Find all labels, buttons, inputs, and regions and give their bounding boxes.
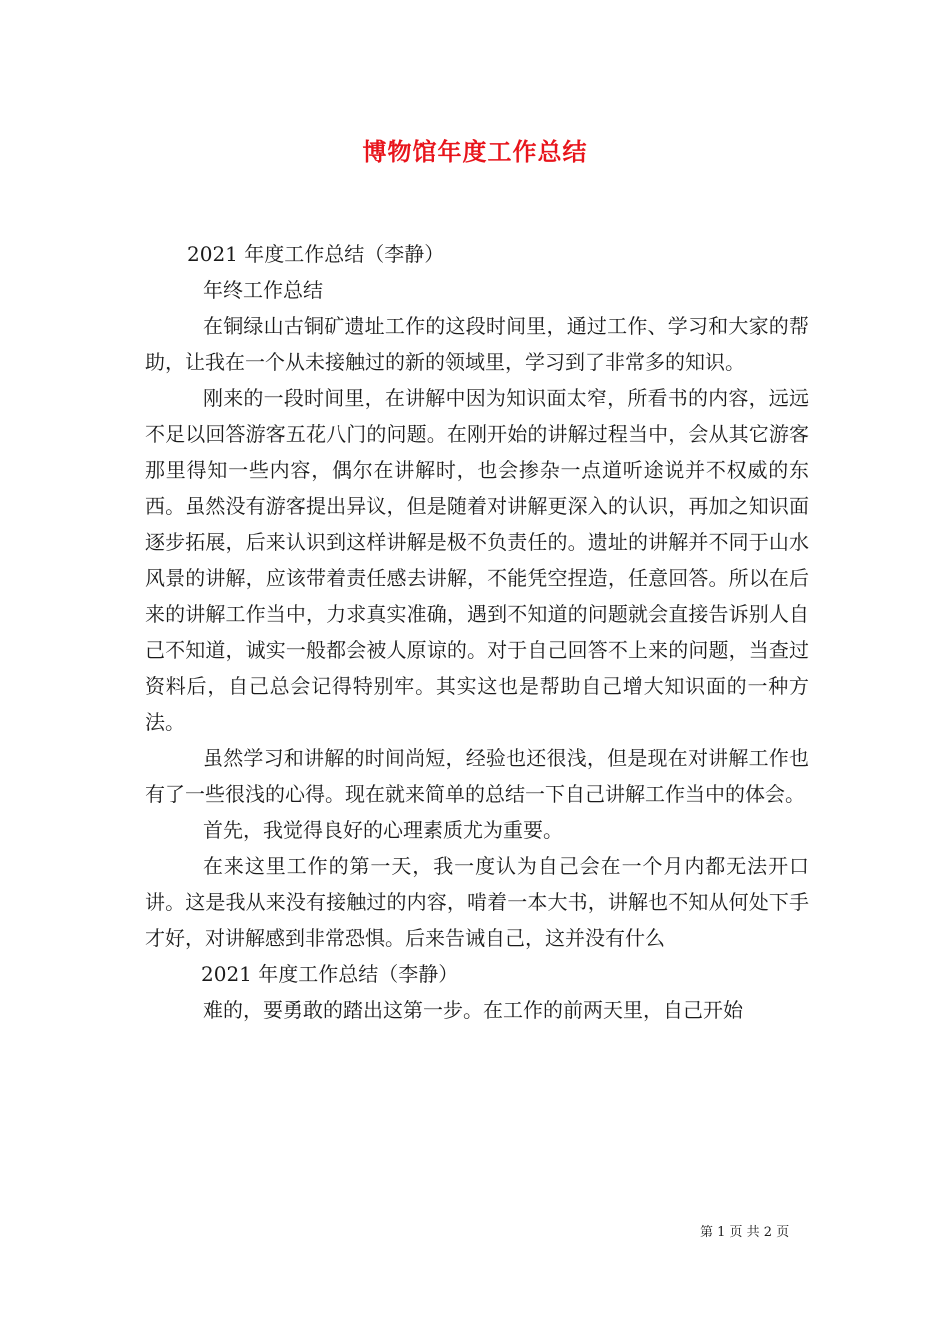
- page-footer: 第 1 页 共 2 页: [700, 1225, 790, 1240]
- paragraph-1: 在铜绿山古铜矿遗址工作的这段时间里，通过工作、学习和大家的帮助，让我在一个从未接触过的新的领域里，学习到了非常多的知识。: [145, 314, 809, 374]
- document-body: [145, 236, 809, 1028]
- repeat-header: 2021 年度工作总结（李静）: [201, 962, 459, 986]
- paragraph-2: 刚来的一段时间里，在讲解中因为知识面太窄，所看书的内容，远远不足以回答游客五花八门的问题。在刚开始的讲解过程当中，会从其它游客那里得知一些内容，偶尔在讲解时，也会掺杂一点道听途说并不权威的东西。虽然没有游客提出异议，但是随着对讲解更深入的认识，再加之知识面逐步拓展，后来认识到这样讲解是极不负责任的。遗址的讲解并不同于山水风景的讲解，应该带着责任感去讲解，不能凭空捏造，任意回答。所以在后来的讲解工作当中，力求真实准确，遇到不知道的问题就会直接告诉别人自己不知道，诚实一般都会被人原谅的。对于自己回答不上来的问题，当查过资料后，自己总会记得特别牢。其实这也是帮助自己增大知识面的一种方法。: [145, 386, 809, 734]
- paragraph-6: 难的，要勇敢的踏出这第一步。在工作的前两天里，自己开始: [203, 998, 743, 1022]
- document-title: 博物馆年度工作总结: [362, 137, 588, 166]
- subtitle: 年终工作总结: [203, 278, 323, 302]
- paragraph-3: 虽然学习和讲解的时间尚短，经验也还很浅，但是现在对讲解工作也有了一些很浅的心得。现在就来简单的总结一下自己讲解工作当中的体会。: [145, 746, 809, 806]
- paragraph-4: 首先，我觉得良好的心理素质尤为重要。: [203, 818, 563, 842]
- paragraph-5: 在来这里工作的第一天，我一度认为自己会在一个月内都无法开口讲。这是我从来没有接触过的内容，啃着一本大书，讲解也不知从何处下手才好，对讲解感到非常恐惧。后来告诫自己，这并没有什么: [145, 854, 809, 950]
- header-line: 2021 年度工作总结（李静）: [187, 242, 445, 266]
